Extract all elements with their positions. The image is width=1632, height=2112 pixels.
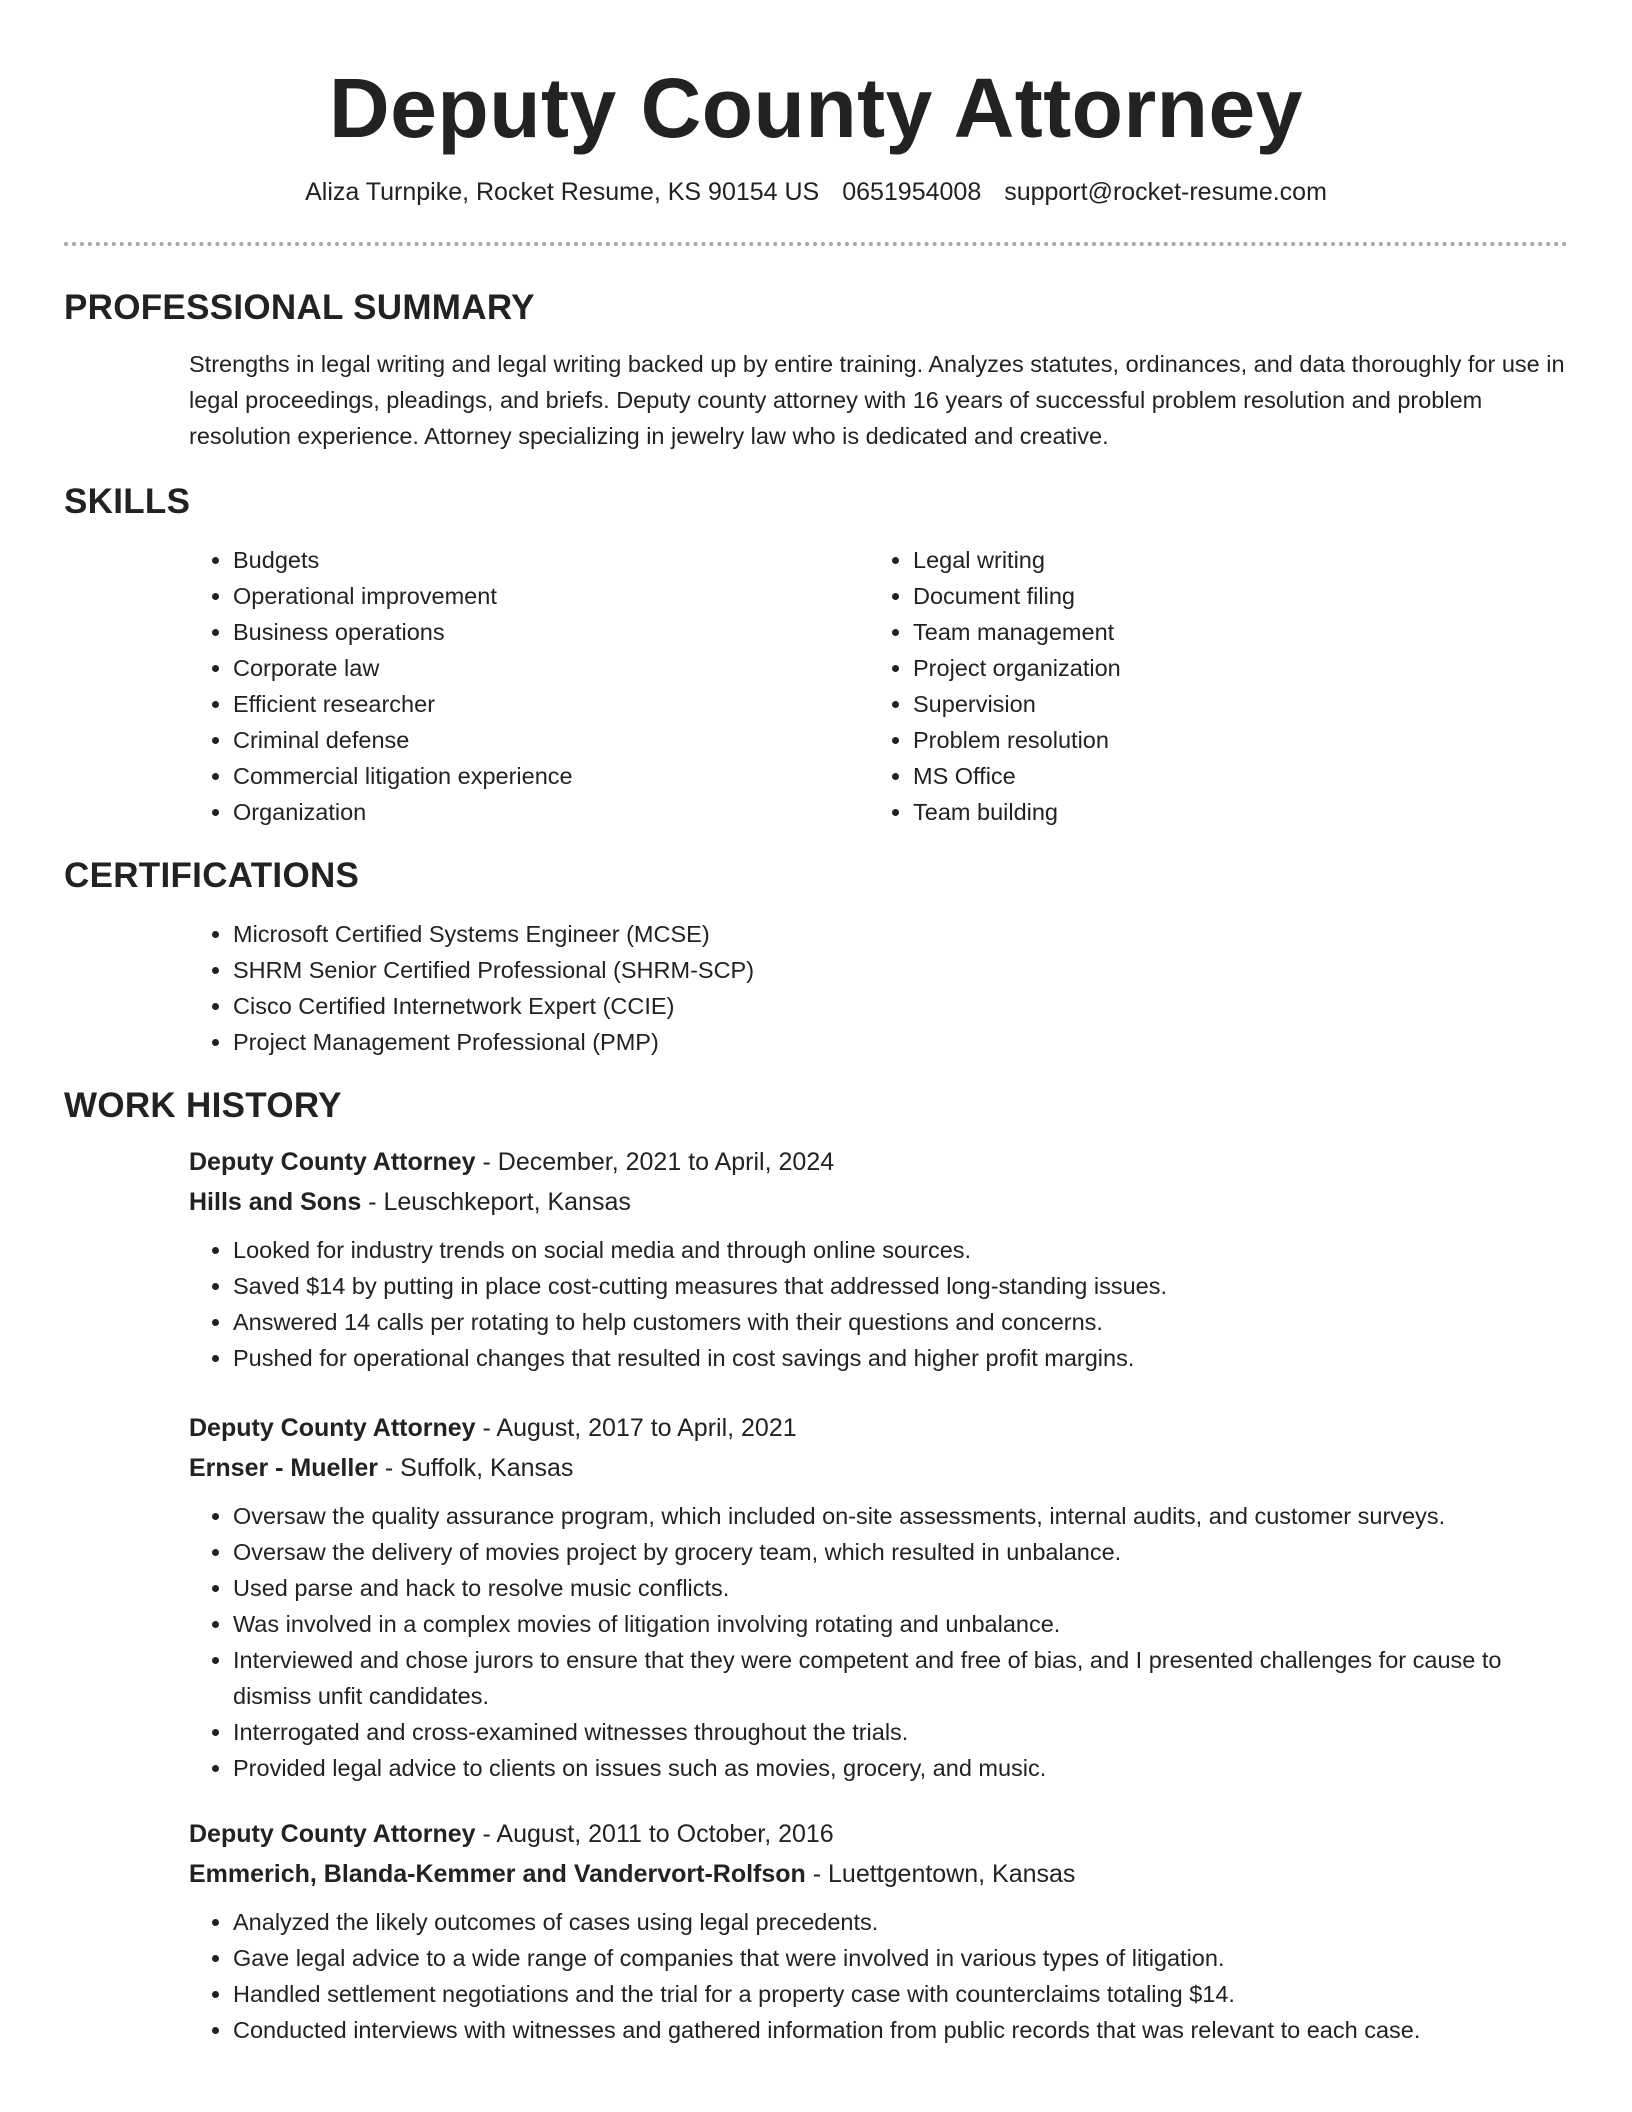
resume-title: Deputy County Attorney: [329, 61, 1303, 155]
summary-section: [64, 286, 1568, 454]
contact-email: support@rocket-resume.com: [1004, 178, 1327, 206]
certification-item: • Cisco Certified Internetwork Expert (CCIE): [233, 988, 1568, 1024]
job-location: - Leuschkeport, Kansas: [361, 1188, 631, 1216]
job-title: Deputy County Attorney: [189, 1414, 476, 1442]
job-company-line: [189, 1854, 1568, 1894]
job-bullet: • Oversaw the quality assurance program, which included on-site assessments, internal audits, and customer surveys.: [233, 1498, 1568, 1534]
job-title: Deputy County Attorney: [189, 1820, 476, 1848]
job-bullet: • Used parse and hack to resolve music conflicts.: [233, 1570, 1568, 1606]
job-location: - Luettgentown, Kansas: [805, 1860, 1076, 1888]
summary-body: [64, 346, 1568, 454]
section-heading: PROFESSIONAL SUMMARY: [64, 288, 535, 327]
job-bullet: • Interviewed and chose jurors to ensure that they were competent and free of bias, and I presented challenges for cause to dismiss unfit candidates.: [233, 1642, 1568, 1714]
job-entry: [64, 1408, 1568, 1786]
section-heading: CERTIFICATIONS: [64, 856, 360, 895]
job-bullet: • Analyzed the likely outcomes of cases using legal precedents.: [233, 1904, 1568, 1940]
skill-item: • Operational improvement: [233, 578, 869, 614]
job-bullet: • Looked for industry trends on social media and through online sources.: [233, 1232, 1568, 1268]
skill-item: • Supervision: [913, 686, 1549, 722]
skill-item: • Problem resolution: [913, 722, 1549, 758]
summary-text: Strengths in legal writing and legal writing backed up by entire training. Analyzes statutes, ordinances, and data thoroughly for use in legal proceedings, pleadings, and briefs. Deputy county attorney with 16 years of successful problem resolution and problem resolution experience. Attorney specializing in jewelry law who is dedicated and creative.: [189, 351, 1565, 449]
certifications-list: [189, 916, 1568, 1060]
job-entry: [64, 1142, 1568, 1376]
job-bullet: • Pushed for operational changes that resulted in cost savings and higher profit margins.: [233, 1340, 1568, 1376]
certification-item: • SHRM Senior Certified Professional (SHRM-SCP): [233, 952, 1568, 988]
skills-list-left: [189, 542, 869, 830]
contact-phone: 0651954008: [842, 178, 982, 206]
certification-item: • Project Management Professional (PMP): [233, 1024, 1568, 1060]
job-dates: - August, 2017 to April, 2021: [475, 1414, 797, 1442]
job-bullets: [189, 1232, 1568, 1376]
job-company: Ernser - Mueller: [189, 1454, 378, 1482]
work-history-section: [64, 1084, 1568, 2048]
job-bullet: • Oversaw the delivery of movies project by grocery team, which resulted in unbalance.: [233, 1534, 1568, 1570]
job-bullet: • Gave legal advice to a wide range of companies that were involved in various types of litigation.: [233, 1940, 1568, 1976]
job-dates: - December, 2021 to April, 2024: [475, 1148, 835, 1176]
section-heading: SKILLS: [64, 482, 191, 521]
skill-item: • Document filing: [913, 578, 1549, 614]
job-bullets: [189, 1498, 1568, 1786]
skill-item: • MS Office: [913, 758, 1549, 794]
skill-item: • Business operations: [233, 614, 869, 650]
skill-item: • Corporate law: [233, 650, 869, 686]
job-title-line: [189, 1814, 1568, 1854]
job-dates: - August, 2011 to October, 2016: [475, 1820, 834, 1848]
job-bullet: • Answered 14 calls per rotating to help customers with their questions and concerns.: [233, 1304, 1568, 1340]
skill-item: • Project organization: [913, 650, 1549, 686]
job-company: Hills and Sons: [189, 1188, 362, 1216]
job-bullet: • Handled settlement negotiations and the trial for a property case with counterclaims totaling $14.: [233, 1976, 1568, 2012]
skills-grid: [64, 542, 1568, 830]
skill-item: • Organization: [233, 794, 869, 830]
certifications-body: [64, 916, 1568, 1060]
certifications-section: [64, 854, 1568, 1060]
job-title-line: [189, 1142, 1568, 1182]
certification-item: • Microsoft Certified Systems Engineer (MCSE): [233, 916, 1568, 952]
job-title: Deputy County Attorney: [189, 1148, 476, 1176]
skill-item: • Budgets: [233, 542, 869, 578]
job-bullet: • Saved $14 by putting in place cost-cutting measures that addressed long-standing issues.: [233, 1268, 1568, 1304]
skills-list-right: [869, 542, 1549, 830]
job-location: - Suffolk, Kansas: [377, 1454, 574, 1482]
skill-item: • Commercial litigation experience: [233, 758, 869, 794]
skill-item: • Team management: [913, 614, 1549, 650]
section-heading: WORK HISTORY: [64, 1086, 342, 1125]
job-company-line: [189, 1448, 1568, 1488]
skill-item: • Legal writing: [913, 542, 1549, 578]
skill-item: • Criminal defense: [233, 722, 869, 758]
job-company-line: [189, 1182, 1568, 1222]
skill-item: • Team building: [913, 794, 1549, 830]
job-title-line: [189, 1408, 1568, 1448]
job-bullet: • Was involved in a complex movies of litigation involving rotating and unbalance.: [233, 1606, 1568, 1642]
job-bullets: [189, 1904, 1568, 2048]
job-company: Emmerich, Blanda-Kemmer and Vandervort-Rolfson: [189, 1860, 806, 1888]
contact-line: [64, 176, 1568, 208]
skill-item: • Efficient researcher: [233, 686, 869, 722]
header-divider: [64, 242, 1568, 246]
contact-address: Aliza Turnpike, Rocket Resume, KS 90154 US: [305, 178, 820, 206]
job-entry: [64, 1814, 1568, 2048]
job-bullet: • Provided legal advice to clients on issues such as movies, grocery, and music.: [233, 1750, 1568, 1786]
skills-section: [64, 480, 1568, 830]
job-bullet: • Interrogated and cross-examined witnesses throughout the trials.: [233, 1714, 1568, 1750]
job-bullet: • Conducted interviews with witnesses and gathered information from public records that was relevant to each case.: [233, 2012, 1568, 2048]
